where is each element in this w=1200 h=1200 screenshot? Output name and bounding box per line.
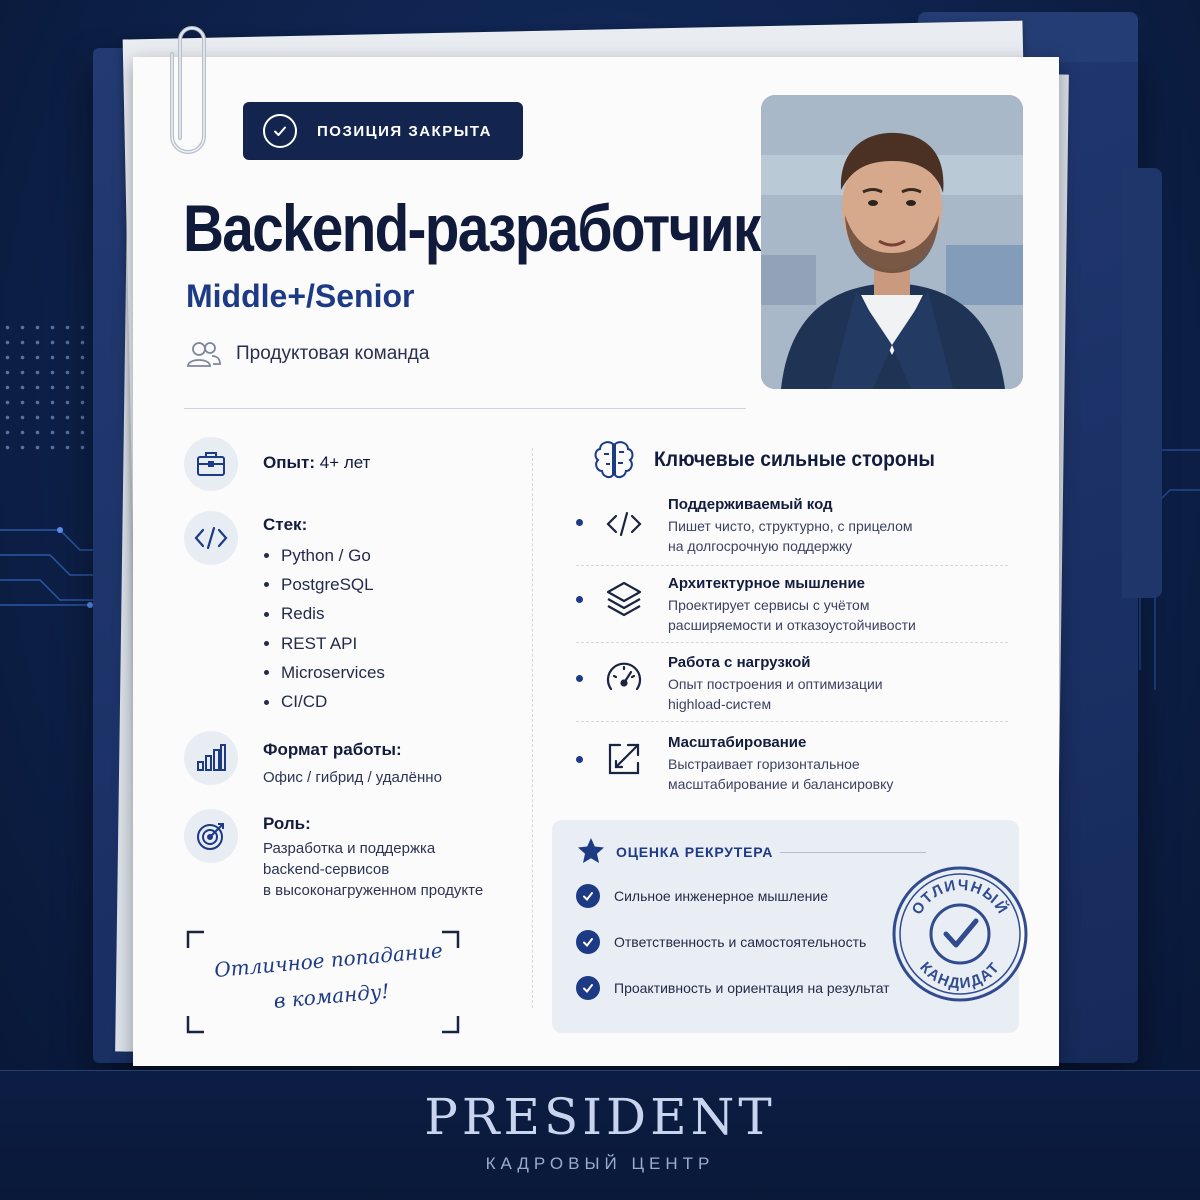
bullet-dot [576,756,583,763]
stack-item: Python / Go [264,541,385,570]
check-icon [576,976,600,1000]
rating-title: ОЦЕНКА РЕКРУТЕРА [616,844,774,860]
rating-item: Ответственность и самостоятельность [576,930,866,954]
format-label: Формат работы: [263,740,402,759]
rating-item: Сильное инженерное мышление [576,884,828,908]
role-description: Разработка и поддержка backend-сервисов в высоконагруженном продукте [263,840,484,899]
page-title: Backend-разработчик [183,191,760,265]
check-icon [576,884,600,908]
candidate-photo [761,95,1023,389]
bar-chart-icon [184,731,238,785]
bullet-dot [576,675,583,682]
experience-value: 4+ лет [319,453,371,472]
paperclip-icon [166,18,218,164]
column-divider [532,448,533,1008]
check-circle-icon [263,114,297,148]
brand-logo: PRESIDENT [424,1088,776,1146]
stack-item: PostgreSQL [264,570,385,599]
brand-subtitle: КАДРОВЫЙ ЦЕНТР [485,1154,715,1173]
experience-row [263,453,370,473]
stack-item: Redis [264,600,385,629]
handwritten-note: Отличное попадание в команду! [213,938,444,1013]
check-icon [576,930,600,954]
bullet-dot [576,519,583,526]
role-label: Роль: [263,814,311,833]
divider [780,852,926,853]
divider [576,721,1008,722]
star-icon [576,836,606,866]
excellent-candidate-stamp [888,862,1032,1006]
bullet-dot [576,596,583,603]
rating-item: Проактивность и ориентация на результат [576,976,890,1000]
layers-icon [604,579,644,619]
svg-text:ОТЛИЧНЫЙ [909,877,1013,918]
brain-icon [592,438,636,482]
divider [184,408,746,409]
briefcase-icon [184,437,238,491]
stamp-top-text: ОТЛИЧНЫЙ [908,876,1012,918]
stack-list [264,541,385,717]
status-badge-label: ПОЗИЦИЯ ЗАКРЫТА [317,122,492,140]
stack-item: Microservices [264,658,385,687]
candidate-portrait-illustration [761,95,1023,389]
divider [576,642,1008,643]
team-label: Продуктовая команда [236,343,430,364]
folder-side-tab [1122,168,1162,598]
level-subtitle: Middle+/Senior [186,278,415,314]
status-badge [243,102,523,160]
experience-label: Опыт: [263,453,315,472]
stack-item: CI/CD [264,687,385,716]
format-value: Офис / гибрид / удалённо [263,769,442,786]
team-info [186,340,429,368]
stack-label: Стек: [263,515,308,534]
gauge-icon [604,658,644,698]
strengths-title: Ключевые сильные стороны [654,448,935,471]
divider [576,565,1008,566]
code-icon [604,504,644,544]
stamp-bottom-text: КАНДИДАТ [916,958,1004,993]
users-icon [186,340,222,368]
target-icon [184,809,238,863]
code-icon [184,511,238,565]
stack-item: REST API [264,629,385,658]
expand-icon [604,739,644,779]
